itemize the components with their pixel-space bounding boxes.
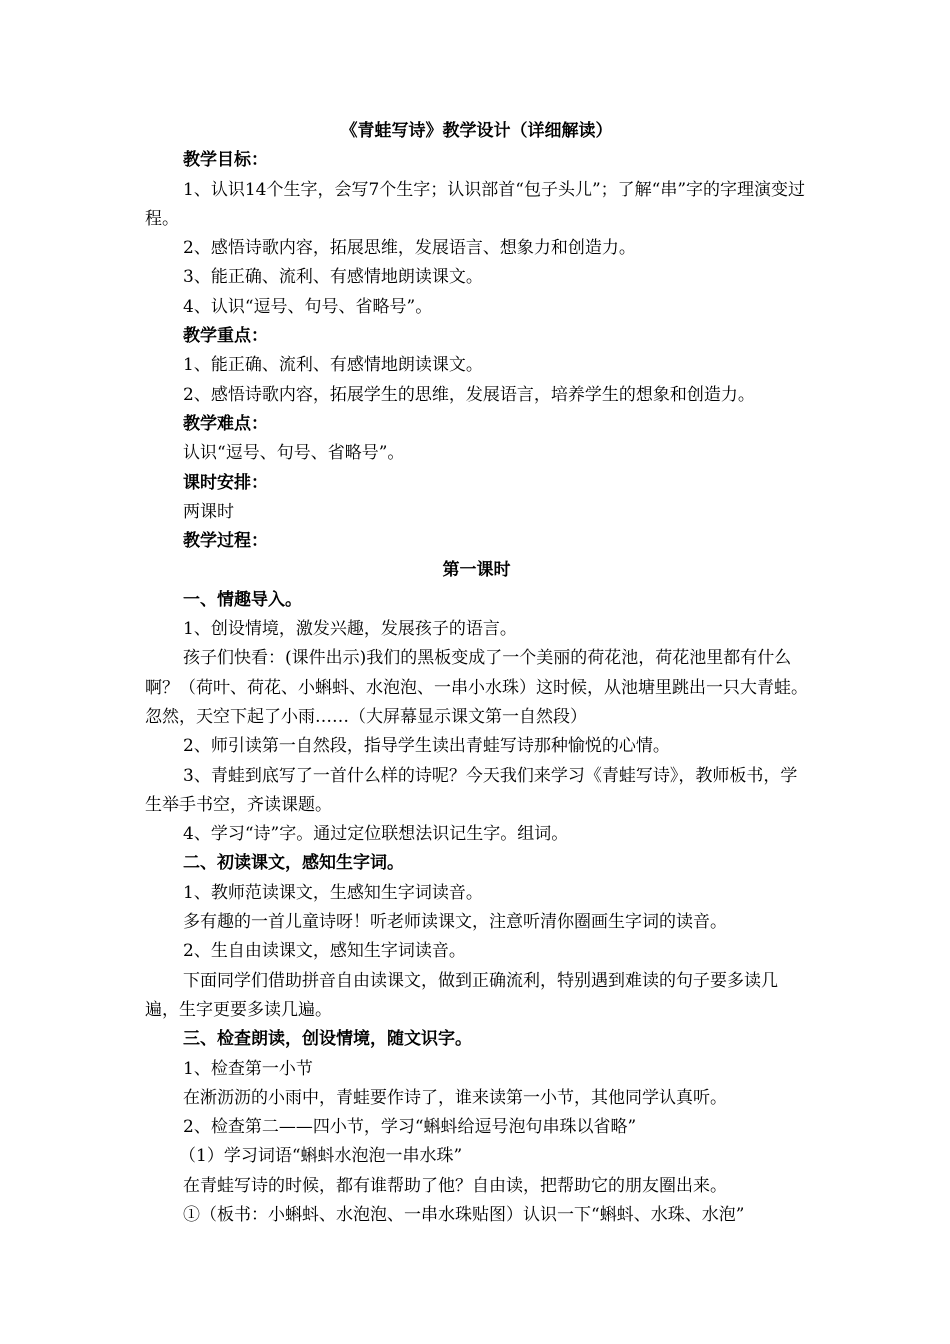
lesson-title: 第一课时: [442, 560, 511, 581]
goal-item: 3、能正确、流利、有感情地朗读课文。: [183, 267, 483, 288]
schedule-text: 两课时: [183, 501, 234, 522]
paragraph: ①（板书：小蝌蚪、水泡泡、一串水珠贴图）认识一下“蝌蚪、水珠、水泡”: [183, 1204, 745, 1225]
paragraph: 1、教师范读课文，生感知生字词读音。: [183, 882, 483, 903]
paragraph: 孩子们快看：(课件出示)我们的黑板变成了一个美丽的荷花池，荷花池里都有什么啊？（荷叶、荷花、小蝌蚪、水泡泡、一串小水珠）这时候，从池塘里跳出一只大青蛙。忽然，天空下起了小雨……（大屏幕显示课文第一自然段）: [145, 648, 808, 727]
paragraph: 在淅沥沥的小雨中，青蛙要作诗了，谁来读第一小节，其他同学认真听。: [183, 1087, 727, 1108]
schedule-heading: 课时安排：: [183, 472, 268, 493]
paragraph: 下面同学们借助拼音自由读课文，做到正确流利，特别遇到难读的句子要多读几遍，生字更要多读几遍。: [145, 970, 778, 1020]
paragraph: 4、学习“诗”字。通过定位联想法识记生字。组词。: [183, 824, 569, 845]
paragraph: 3、青蛙到底写了一首什么样的诗呢？今天我们来学习《青蛙写诗》，教师板书，学生举手书空，齐读课题。: [145, 765, 798, 815]
section-heading: 二、初读课文，感知生字词。: [183, 853, 404, 874]
key-point-item: 2、感悟诗歌内容，拓展学生的思维，发展语言，培养学生的想象和创造力。: [183, 384, 755, 405]
paragraph: （1）学习词语“蝌蚪水泡泡一串水珠”: [179, 1146, 463, 1167]
section-heading: 一、情趣导入。: [183, 589, 302, 610]
paragraph: 1、检查第一小节: [183, 1058, 313, 1079]
key-point-item: 1、能正确、流利、有感情地朗读课文。: [183, 355, 483, 376]
paragraph: 在青蛙写诗的时候，都有谁帮助了他？自由读，把帮助它的朋友圈出来。: [183, 1175, 727, 1196]
document-title: 《青蛙写诗》教学设计（详细解读）: [340, 121, 613, 141]
paragraph: 1、创设情境，激发兴趣，发展孩子的语言。: [183, 619, 517, 640]
paragraph: 多有趣的一首儿童诗呀！听老师读课文，注意听清你圈画生字词的读音。: [183, 912, 727, 933]
paragraph: 2、检查第二——四小节，学习“蝌蚪给逗号泡句串珠以省略”: [183, 1117, 637, 1138]
difficulty-text: 认识“逗号、句号、省略号”。: [183, 443, 405, 464]
difficulty-heading: 教学难点：: [183, 413, 268, 434]
process-heading: 教学过程：: [183, 531, 268, 552]
goal-item: 1、认识14个生字，会写7个生字；认识部首“包子头儿”；了解“串”字的字理演变过程。: [145, 179, 806, 229]
paragraph: 2、师引读第一自然段，指导学生读出青蛙写诗那种愉悦的心情。: [183, 736, 670, 757]
key-points-heading: 教学重点：: [183, 326, 268, 347]
section-heading: 三、检查朗读，创设情境，随文识字。: [183, 1029, 472, 1050]
paragraph: 2、生自由读课文，感知生字词读音。: [183, 941, 466, 962]
goal-item: 4、认识“逗号、句号、省略号”。: [183, 296, 433, 317]
goal-item: 2、感悟诗歌内容，拓展思维，发展语言、想象力和创造力。: [183, 238, 636, 259]
document-body: [145, 117, 808, 1230]
goals-heading: 教学目标：: [183, 150, 268, 171]
